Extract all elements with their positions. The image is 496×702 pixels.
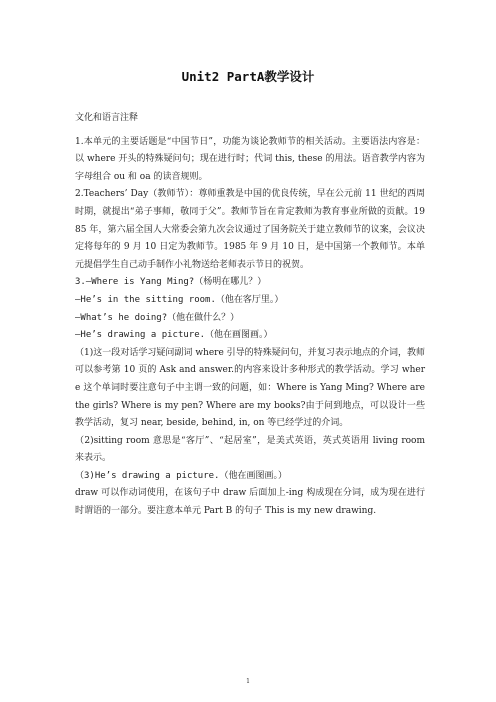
sub-note-1: （1)这一段对话学习疑问副词 where 引导的特殊疑问句，并复习表示地点的介词，教师可以参考第 10 页的 Ask and answer.的内容来设计多种形式的教学活动。学习 where 这个单词时要注意句子中主谓一致的问题，如：Where is Yang Ming? Where are the girls? Where is my pen? Where are my books?由于问到地点，可以设计一些教学活动，复习 near, beside, behind, in, on 等已经学过的介词。: [75, 347, 425, 429]
dialogue-line-2: —He’s in the sitting room.（他在客厅里。）: [75, 294, 284, 305]
page-number: 1: [246, 678, 250, 685]
dialogue-line-3: —What’s he doing?（他在做什么？）: [75, 312, 240, 323]
section-heading: 文化和语言注释: [75, 113, 139, 123]
sub-note-2: （2)sitting room 意思是“客厅”、“起居室”，是美式英语，英式英语用 living room 来表示。: [75, 435, 425, 464]
dialogue-line-1: 3.—Where is Yang Ming?（杨明在哪儿？）: [75, 277, 267, 288]
dialogue-line-4: —He’s drawing a picture.（他在画图画。）: [75, 330, 273, 341]
note-1: 1.本单元的主要话题是“中国节日”，功能为谈论教师节的相关活动。主要语法内容是：以 where 开头的特殊疑问句；现在进行时；代词 this, these 的用法。语音教学内容为字母组合 ou 和 oa 的读音规则。: [75, 136, 425, 182]
note-2: 2.Teachers’ Day（教师节）：尊师重教是中国的优良传统，早在公元前 11 世纪的西周时期，就提出“弟子事师，敬同于父”。教师节旨在肯定教师为教育事业所做的贡献。1985 年，第六届全国人大常委会第九次会议通过了国务院关于建立教师节的议案，会议决定将每年的 9 月 10 日定为教师节。1985 年 9 月 10 日，是中国第一个教师节。本单元提倡学生自己动手制作小礼物送给老师表示节日的祝贺。: [75, 189, 425, 270]
document-body: [75, 110, 425, 521]
sub-note-3-detail: draw 可以作动词使用，在该句子中 draw 后面加上-ing 构成现在分词，成为现在进行时谓语的一部分。要注意本单元 Part B 的句子 This is my new drawing.: [75, 488, 425, 517]
document-title: Unit2 PartA教学设计: [181, 69, 315, 84]
sub-note-3: （3)He’s drawing a picture.（他在画图画。）: [75, 470, 287, 481]
